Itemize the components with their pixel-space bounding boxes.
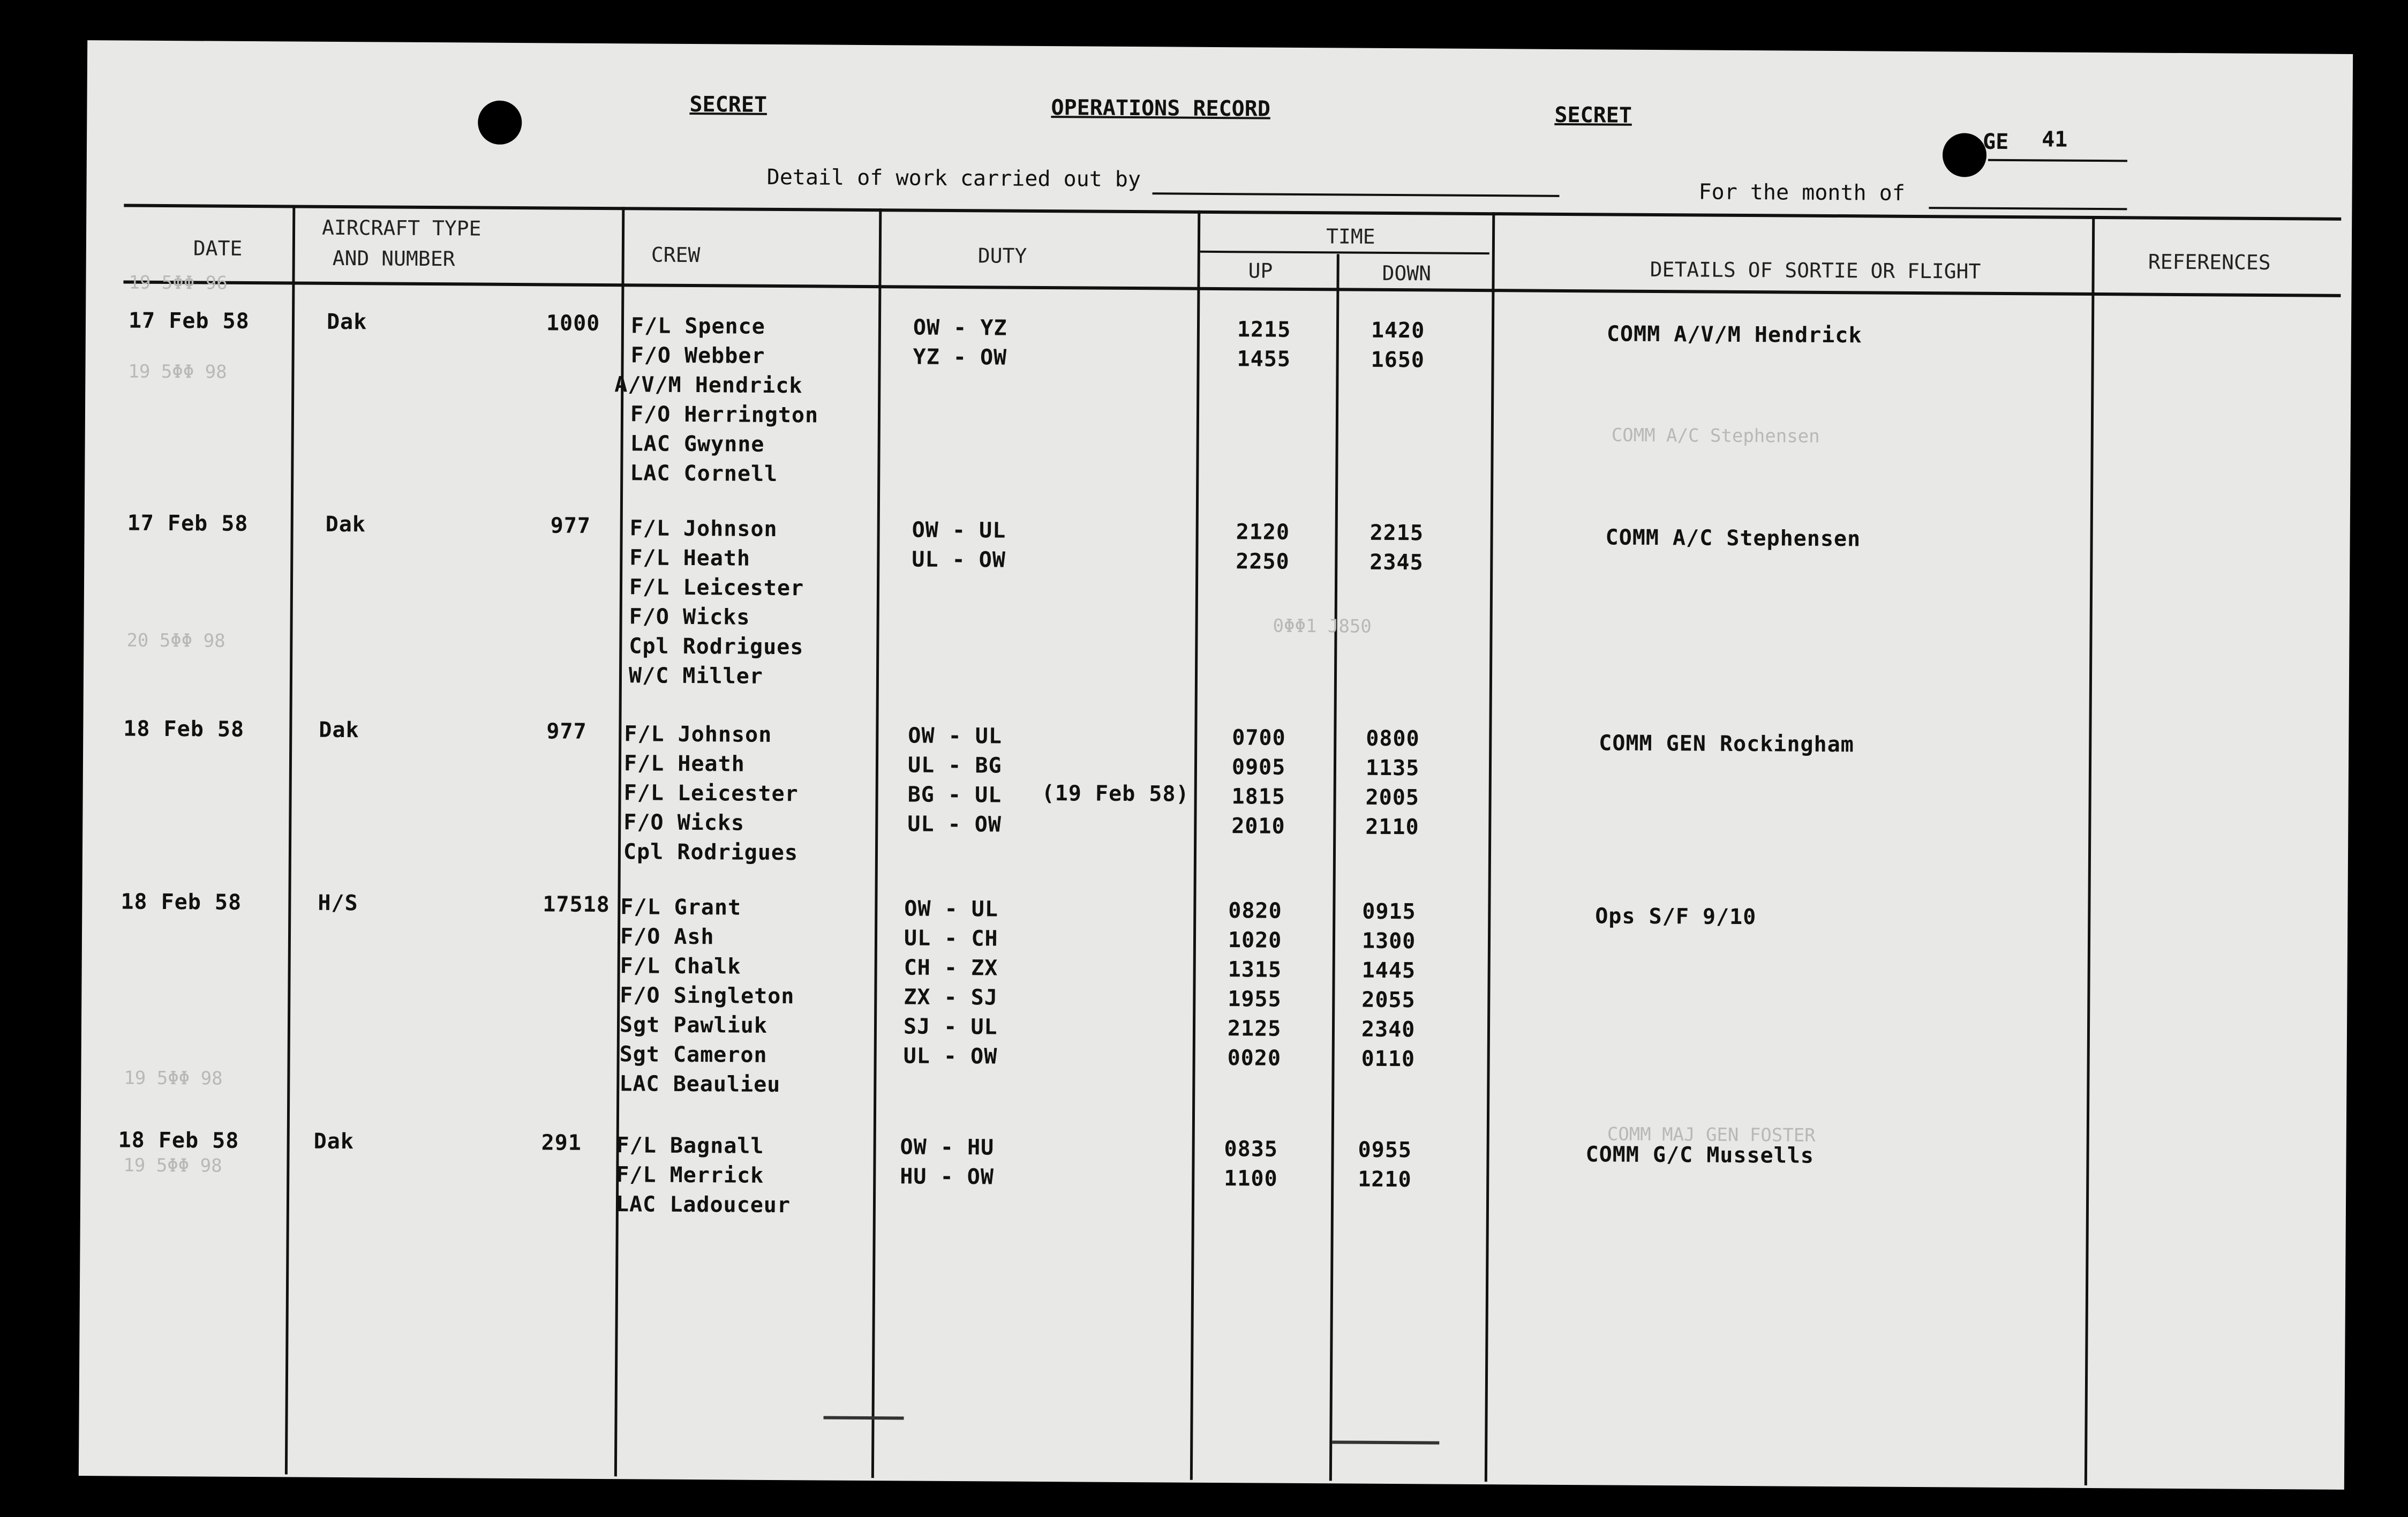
secret-label-right: SECRET	[1554, 102, 1632, 128]
duty-list	[903, 894, 998, 1071]
duty-list	[913, 313, 1007, 373]
down-times	[1371, 316, 1425, 376]
crew-member: F/L Leicester	[629, 575, 804, 601]
down-time: 2215	[1369, 520, 1424, 546]
up-time: 0700	[1232, 725, 1286, 750]
down-times	[1369, 519, 1424, 578]
down-time: 0800	[1366, 726, 1420, 752]
duty-leg: OW - HU	[900, 1135, 995, 1160]
duty-leg: ZX - SJ	[904, 985, 998, 1010]
ink-smudge	[1332, 1440, 1439, 1444]
detail-label: Detail of work carried out by	[766, 164, 1141, 192]
down-time: 0955	[1358, 1137, 1412, 1163]
column-header-duty: DUTY	[977, 244, 1027, 268]
up-time: 0905	[1231, 755, 1286, 780]
up-time: 1315	[1228, 957, 1282, 982]
crew-list	[619, 892, 795, 1100]
bleed-through-mark: 20 5ΦΦ 98	[126, 629, 225, 652]
down-time: 1420	[1371, 318, 1425, 343]
punch-hole	[478, 101, 522, 145]
entry-date: 17 Feb 58	[128, 308, 250, 334]
duty-leg: OW - UL	[912, 517, 1006, 543]
crew-member: F/L Leicester	[623, 780, 799, 807]
aircraft-number: 17518	[543, 892, 610, 918]
duty-leg: BG - UL	[907, 782, 1002, 808]
bleed-through-mark: 19 5ΦΦ 98	[123, 1154, 222, 1177]
date-column-divider	[285, 205, 295, 1474]
sortie-details: Ops S/F 9/10	[1595, 904, 1757, 930]
crew-list	[616, 1131, 791, 1220]
down-time: 2055	[1361, 987, 1416, 1013]
bleed-through-mark: COMM MAJ GEN FOSTER	[1607, 1123, 1816, 1146]
up-times	[1227, 896, 1282, 1073]
crew-member: LAC Gwynne	[630, 431, 765, 457]
down-time: 1300	[1361, 928, 1416, 954]
down-time: 0110	[1361, 1046, 1416, 1072]
crew-member: F/L Johnson	[624, 722, 772, 747]
crew-member: F/L Johnson	[629, 516, 778, 542]
down-time: 2110	[1365, 814, 1419, 840]
sortie-details: COMM G/C Mussells	[1585, 1142, 1815, 1168]
down-times	[1358, 1136, 1412, 1195]
duty-leg: OW - UL	[904, 896, 999, 922]
crew-member: Sgt Pawliuk	[619, 1012, 768, 1038]
details-column-divider	[2085, 216, 2095, 1485]
page-number-line	[1988, 159, 2127, 162]
up-time: 0835	[1224, 1137, 1278, 1162]
bleed-through-mark: COMM A/C Stephensen	[1611, 424, 1820, 447]
column-header-date: DATE	[193, 236, 243, 260]
duty-list	[912, 516, 1006, 575]
up-times	[1231, 723, 1286, 842]
column-header-up: UP	[1248, 259, 1273, 283]
up-time: 2010	[1231, 814, 1285, 839]
crew-member: F/L Merrick	[616, 1162, 764, 1188]
duty-leg: SJ - UL	[903, 1014, 998, 1040]
down-times	[1365, 724, 1420, 843]
bleed-through-mark: 19 5ΦΦ 96	[129, 272, 228, 294]
bleed-through-mark: 19 5ΦΦ 98	[124, 1067, 223, 1090]
bleed-through-mark: 0ΦΦ1 J850	[1273, 615, 1372, 637]
duty-leg: OW - YZ	[913, 315, 1007, 341]
sortie-details: COMM A/C Stephensen	[1605, 525, 1861, 552]
duty-leg: UL - OW	[907, 812, 1002, 837]
crew-member: LAC Ladouceur	[615, 1192, 791, 1218]
column-header-down: DOWN	[1382, 261, 1432, 286]
punch-hole	[1943, 133, 1986, 177]
duty-list	[900, 1132, 994, 1192]
crew-member: LAC Cornell	[630, 461, 778, 486]
duty-leg: UL - BG	[907, 753, 1002, 778]
crew-member: F/O Wicks	[623, 810, 745, 836]
down-time: 1650	[1371, 347, 1425, 373]
crew-list	[623, 719, 799, 868]
up-time: 1815	[1231, 784, 1286, 809]
time-split-rule	[1200, 251, 1489, 254]
duty-leg: HU - OW	[900, 1164, 995, 1190]
crew-member: Cpl Rodrigues	[629, 634, 804, 660]
duty-note: (19 Feb 58)	[1041, 781, 1190, 807]
month-label: For the month of	[1698, 179, 1905, 206]
aircraft-number: 977	[546, 719, 587, 744]
detail-underline	[1153, 192, 1560, 197]
duty-leg: OW - UL	[908, 723, 1003, 749]
aircraft-type: Dak	[319, 717, 359, 743]
column-header-references: REFERENCES	[2148, 250, 2271, 275]
up-times	[1236, 517, 1290, 577]
up-time: 1020	[1228, 928, 1282, 953]
down-time: 1445	[1361, 958, 1416, 983]
aircraft-number: 977	[550, 513, 591, 538]
month-underline	[1929, 207, 2127, 210]
crew-member: F/L Bagnall	[616, 1133, 764, 1159]
secret-label-left: SECRET	[689, 92, 767, 117]
duty-leg: UL - OW	[903, 1043, 998, 1069]
entry-date: 17 Feb 58	[127, 510, 249, 536]
ink-smudge	[824, 1416, 904, 1420]
crew-list	[614, 311, 819, 489]
entry-date: 18 Feb 58	[123, 716, 245, 742]
column-header-time: TIME	[1326, 224, 1375, 249]
bleed-through-mark: 19 5ΦΦ 98	[128, 361, 227, 383]
sortie-details: COMM A/V/M Hendrick	[1606, 321, 1862, 348]
up-time: 2250	[1236, 549, 1290, 574]
sortie-details: COMM GEN Rockingham	[1599, 731, 1854, 757]
duty-list	[907, 721, 1002, 839]
crew-member: F/O Wicks	[629, 604, 750, 630]
up-time: 1455	[1237, 347, 1291, 372]
crew-column-divider	[871, 208, 882, 1478]
up-down-divider	[1329, 254, 1340, 1481]
up-time: 2125	[1227, 1016, 1282, 1041]
page-label: GE	[1982, 129, 2009, 155]
up-time: 1955	[1228, 987, 1282, 1012]
entry-date: 18 Feb 58	[121, 889, 242, 915]
column-header-aircraft-type: AIRCRAFT TYPE	[321, 215, 481, 241]
crew-member: W/C Miller	[628, 663, 763, 689]
crew-member: Sgt Cameron	[619, 1042, 767, 1068]
up-time: 1100	[1224, 1166, 1278, 1191]
up-times	[1237, 315, 1291, 374]
crew-member: Cpl Rodrigues	[623, 839, 799, 866]
crew-member: F/L Heath	[629, 545, 751, 571]
aircraft-type: Dak	[325, 512, 366, 537]
column-header-aircraft-number: AND NUMBER	[332, 246, 455, 271]
column-header-details: DETAILS OF SORTIE OR FLIGHT	[1650, 257, 1981, 283]
crew-list	[629, 514, 804, 692]
column-header-crew: CREW	[651, 243, 701, 267]
down-time: 0915	[1362, 899, 1416, 925]
duty-leg: CH - ZX	[904, 955, 998, 981]
aircraft-type: Dak	[326, 309, 367, 335]
duty-leg: UL - CH	[904, 926, 998, 951]
crew-member: F/L Spence	[630, 313, 765, 339]
down-times	[1361, 897, 1416, 1075]
aircraft-number: 291	[541, 1130, 582, 1155]
up-times	[1224, 1135, 1278, 1194]
down-time: 2345	[1369, 550, 1424, 575]
aircraft-number: 1000	[546, 311, 600, 336]
aircraft-type: Dak	[313, 1129, 355, 1154]
crew-member: F/O Herrington	[630, 402, 819, 428]
crew-member: A/V/M Hendrick	[614, 372, 803, 399]
crew-member: F/L Chalk	[620, 953, 741, 979]
aircraft-type: H/S	[318, 890, 358, 916]
down-time: 1210	[1358, 1167, 1412, 1192]
crew-member: F/L Heath	[623, 751, 745, 777]
duty-leg: UL - OW	[912, 547, 1006, 573]
crew-member: F/O Singleton	[620, 983, 795, 1009]
up-time: 0020	[1227, 1046, 1282, 1071]
duty-column-divider	[1190, 211, 1200, 1480]
crew-member: F/O Webber	[630, 343, 765, 369]
entry-date: 18 Feb 58	[118, 1128, 239, 1153]
operations-record-sheet	[79, 40, 2353, 1490]
down-time: 2005	[1365, 785, 1420, 810]
crew-member: LAC Beaulieu	[619, 1071, 781, 1098]
duty-leg: YZ - OW	[913, 344, 1007, 370]
crew-member: F/O Ash	[620, 924, 714, 950]
up-time: 0820	[1228, 898, 1282, 923]
up-time: 2120	[1236, 520, 1290, 545]
header-bottom-rule	[123, 281, 2341, 297]
crew-member: F/L Grant	[620, 895, 742, 920]
time-column-divider	[1485, 212, 1495, 1482]
page-number: 41	[2042, 127, 2068, 152]
document-title: OPERATIONS RECORD	[1051, 95, 1271, 122]
down-time: 2340	[1361, 1017, 1416, 1042]
down-time: 1135	[1365, 755, 1420, 781]
up-time: 1215	[1237, 317, 1291, 342]
